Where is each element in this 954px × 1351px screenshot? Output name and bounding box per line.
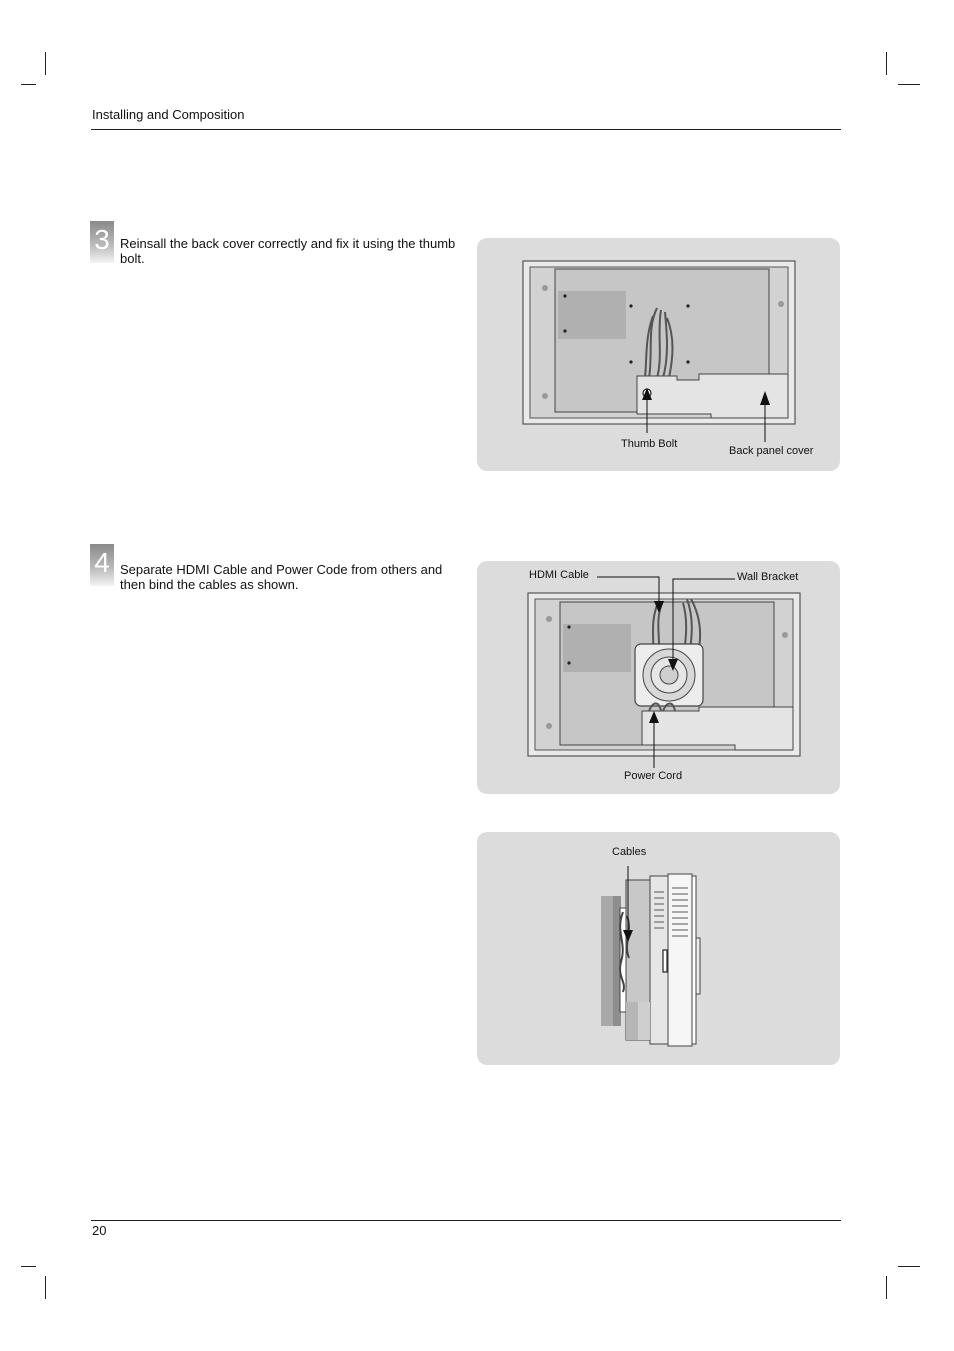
crop-mark [886, 52, 887, 75]
wall-bracket-label: Wall Bracket [737, 571, 799, 583]
step-instruction: Reinsall the back cover correctly and fix it using the thumb bolt. [120, 236, 456, 266]
cables-label: Cables [612, 846, 647, 858]
step-number-badge: 3 [90, 221, 114, 263]
figure-back-cover [477, 238, 840, 471]
crop-mark [886, 1276, 887, 1299]
back-panel-cover-label: Back panel cover [729, 445, 814, 457]
step-number-badge: 4 [90, 544, 114, 586]
footer-rule [91, 1220, 841, 1221]
figure-side-view [477, 832, 840, 1065]
figure-cable-binding [477, 561, 840, 794]
tv-back-bracket-illustration [477, 561, 840, 794]
crop-mark [898, 1266, 920, 1267]
tv-back-illustration [477, 238, 840, 471]
hdmi-cable-label: HDMI Cable [529, 569, 589, 581]
crop-mark [45, 52, 46, 75]
crop-mark [898, 84, 920, 85]
page-number: 20 [92, 1223, 107, 1238]
power-cord-label: Power Cord [624, 770, 683, 782]
crop-mark [21, 84, 36, 85]
crop-mark [45, 1276, 46, 1299]
thumb-bolt-label: Thumb Bolt [621, 438, 678, 450]
crop-mark [21, 1266, 36, 1267]
step-instruction: Separate HDMI Cable and Power Code from others and then bind the cables as shown. [120, 562, 443, 592]
tv-side-illustration [477, 832, 840, 1065]
header-rule [91, 129, 841, 130]
section-title: Installing and Composition [92, 107, 245, 122]
